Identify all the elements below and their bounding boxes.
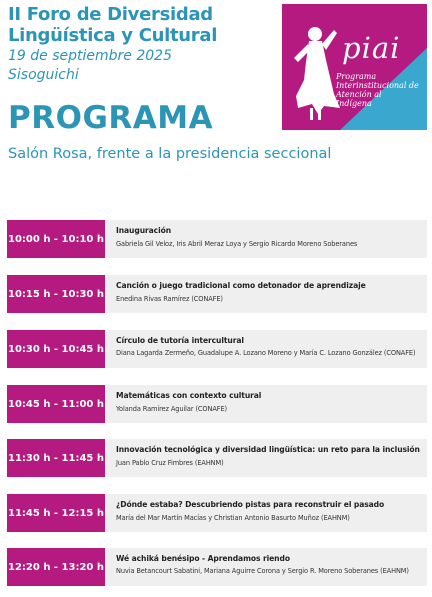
activity-title: Wé achiká benésipo - Aprendamos riendo bbox=[116, 554, 290, 563]
activity-people: Diana Lagarda Zermeño, Guadalupe A. Lozano Moreno y María C. Lozano González (CONAFE) bbox=[116, 349, 416, 357]
schedule-info bbox=[116, 281, 422, 304]
schedule-info bbox=[116, 500, 422, 523]
schedule-time: 10:00 h - 10:10 h bbox=[7, 220, 105, 258]
logo-subtitle-line: Programa bbox=[336, 72, 377, 81]
logo-subtitle-line: Indígena bbox=[336, 99, 372, 108]
event-title-line-2: Lingüística y Cultural bbox=[8, 25, 218, 46]
logo-subtitle bbox=[336, 72, 424, 108]
logo-background-graphic bbox=[282, 4, 427, 130]
schedule-info bbox=[116, 445, 422, 468]
activity-people: Nuvia Betancourt Sabatini, Mariana Aguirre Corona y Sergio R. Moreno Soberanes (EAHNM) bbox=[116, 567, 409, 575]
activity-title: Inauguración bbox=[116, 226, 172, 235]
schedule-row bbox=[7, 494, 427, 532]
schedule-row bbox=[7, 439, 427, 477]
schedule-row bbox=[7, 275, 427, 313]
schedule-info bbox=[116, 391, 422, 414]
schedule-time: 11:30 h - 11:45 h bbox=[7, 439, 105, 477]
schedule-row bbox=[7, 220, 427, 258]
schedule-info bbox=[116, 554, 422, 576]
activity-people: Yolanda Ramírez Aguilar (CONAFE) bbox=[116, 405, 227, 413]
activity-title: Matemáticas con contexto cultural bbox=[116, 391, 262, 400]
activity-people: Enedina Rivas Ramírez (CONAFE) bbox=[116, 295, 223, 303]
logo-subtitle-line: Interinstitucional de bbox=[336, 81, 419, 90]
logo-name: piai bbox=[342, 31, 401, 65]
schedule-time: 11:45 h - 12:15 h bbox=[7, 494, 105, 532]
activity-title: ¿Dónde estaba? Descubriendo pistas para reconstruir el pasado bbox=[116, 500, 385, 509]
event-venue: Salón Rosa, frente a la presidencia seccional bbox=[8, 146, 332, 162]
event-title-line-1: II Foro de Diversidad bbox=[8, 4, 213, 25]
schedule-row bbox=[7, 385, 427, 423]
schedule-row bbox=[7, 548, 427, 586]
activity-title: Círculo de tutoría intercultural bbox=[116, 336, 244, 345]
schedule-time: 10:15 h - 10:30 h bbox=[7, 275, 105, 313]
logo-subtitle-line: Atención al bbox=[336, 90, 382, 99]
schedule-time: 12:20 h - 13:20 h bbox=[7, 548, 105, 586]
schedule-info bbox=[116, 336, 422, 358]
schedule-time: 10:30 h - 10:45 h bbox=[7, 330, 105, 368]
event-title-block bbox=[8, 4, 278, 85]
event-date: 19 de septiembre 2025 bbox=[8, 48, 172, 64]
event-place: Sisoguichi bbox=[8, 67, 79, 83]
schedule-time: 10:45 h - 11:00 h bbox=[7, 385, 105, 423]
activity-people: María del Mar Martín Macías y Christian Antonio Basurto Muñoz (EAHNM) bbox=[116, 514, 350, 522]
piai-logo bbox=[282, 4, 427, 130]
schedule-row bbox=[7, 330, 427, 368]
activity-title: Innovación tecnológica y diversidad lingüística: un reto para la inclusión bbox=[116, 445, 420, 454]
activity-people: Gabriela Gil Veloz, Iris Abril Meraz Loya y Sergio Ricardo Moreno Soberanes bbox=[116, 240, 358, 248]
page-heading: PROGRAMA bbox=[8, 100, 214, 136]
activity-title: Canción o juego tradicional como detonador de aprendizaje bbox=[116, 281, 366, 290]
schedule-info bbox=[116, 226, 422, 249]
activity-people: Juan Pablo Cruz Fimbres (EAHNM) bbox=[116, 459, 224, 467]
